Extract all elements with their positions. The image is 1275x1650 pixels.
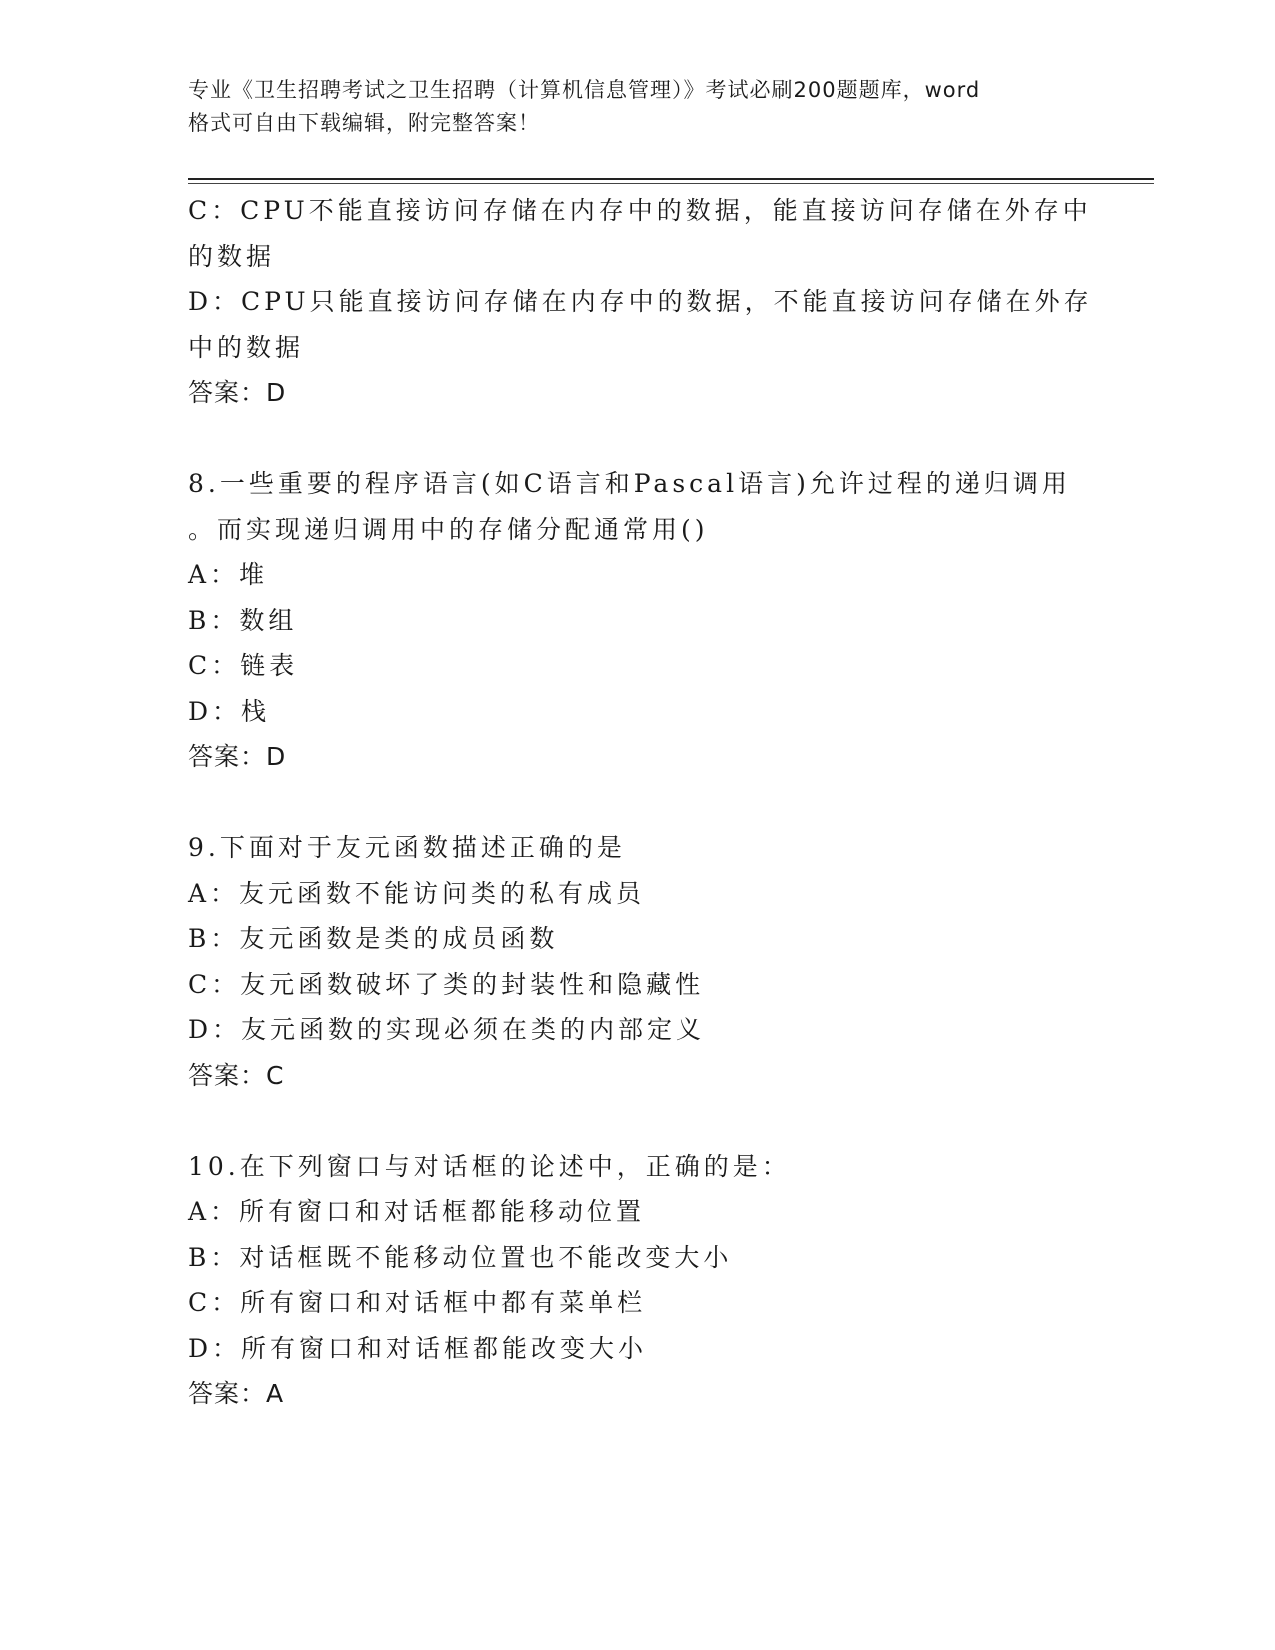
option-a: A：堆 (188, 560, 269, 589)
answer: 答案：C (188, 1060, 285, 1090)
option-c-continued: 的数据 (188, 241, 276, 271)
option-c: C：CPU不能直接访问存储在内存中的数据，能直接访问存储在外存中 (188, 196, 1092, 225)
option-d: D：友元函数的实现必须在类的内部定义 (188, 1015, 706, 1044)
question-8 (188, 461, 1088, 780)
option-a: A：所有窗口和对话框都能移动位置 (188, 1197, 646, 1226)
page-header (188, 74, 1088, 140)
option-c: C：友元函数破坏了类的封装性和隐藏性 (188, 969, 705, 999)
option-c: C：所有窗口和对话框中都有菜单栏 (188, 1288, 647, 1317)
header-line-1: 专业《卫生招聘考试之卫生招聘（计算机信息管理）》考试必刷200题题库，word (188, 78, 981, 102)
question-9 (188, 825, 1088, 1098)
option-b: B：数组 (188, 605, 298, 635)
option-b: B：对话框既不能移动位置也不能改变大小 (188, 1242, 733, 1272)
question-10 (188, 1144, 1088, 1417)
question-stem: 9.下面对于友元函数描述正确的是 (188, 833, 626, 862)
option-b: B：友元函数是类的成员函数 (188, 924, 559, 953)
answer: 答案：D (188, 742, 287, 771)
spacer (188, 780, 1088, 826)
answer: 答案：A (188, 1379, 285, 1408)
question-content (188, 188, 1093, 1417)
spacer (188, 416, 1088, 462)
option-d: D：栈 (188, 696, 271, 726)
question-stem: 8.一些重要的程序语言(如C语言和Pascal语言)允许过程的递归调用 (188, 469, 1071, 498)
question-7-fragment (188, 188, 1093, 416)
option-a: A：友元函数不能访问类的私有成员 (188, 878, 646, 908)
option-d-continued: 中的数据 (188, 332, 305, 362)
header-divider-thin (188, 183, 1154, 184)
option-c: C：链表 (188, 651, 299, 680)
answer: 答案：D (188, 378, 287, 407)
question-stem-continued: 。而实现递归调用中的存储分配通常用() (188, 514, 709, 544)
header-divider-thick (188, 178, 1154, 180)
question-stem: 10.在下列窗口与对话框的论述中，正确的是： (188, 1151, 791, 1181)
option-d: D：所有窗口和对话框都能改变大小 (188, 1333, 648, 1363)
spacer (188, 1098, 1088, 1144)
option-d: D：CPU只能直接访问存储在内存中的数据，不能直接访问存储在外存 (188, 287, 1093, 316)
header-line-2: 格式可自由下载编辑，附完整答案！ (188, 111, 540, 135)
